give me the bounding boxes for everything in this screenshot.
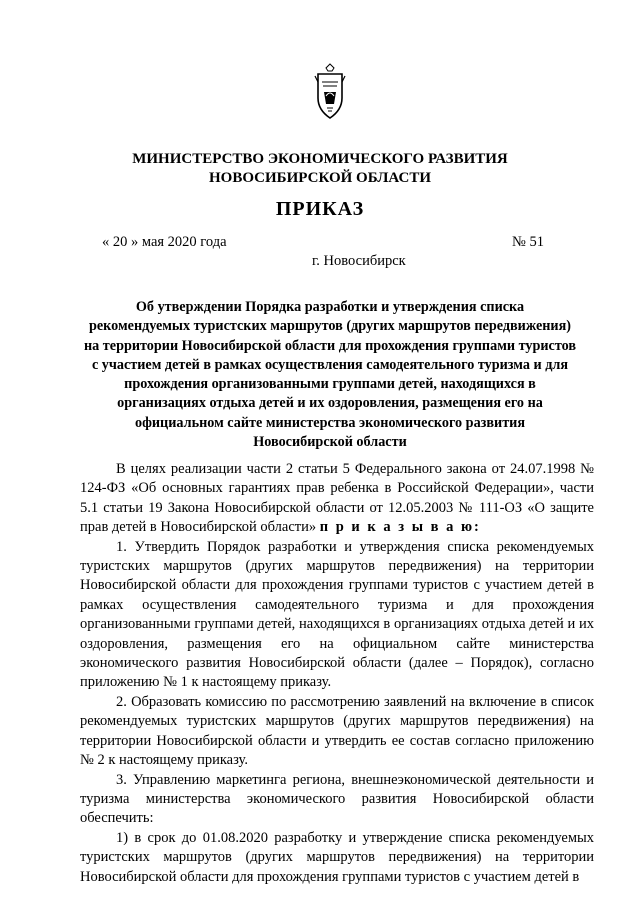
clause-3-item-1: 1) в срок до 01.08.2020 разработку и утверждение списка рекомендуемых туристских маршрутов (других маршрутов передвижения) на территории Новосибирской области для прохождения группами туристов с участием детей в	[80, 829, 594, 885]
subject-line: Новосибирской области	[253, 434, 407, 451]
ministry-name-line-1: МИНИСТЕРСТВО ЭКОНОМИЧЕСКОГО РАЗВИТИЯ	[132, 151, 508, 167]
order-directive-word: п р и к а з ы в а ю:	[319, 519, 481, 536]
ministry-name-line-2: НОВОСИБИРСКОЙ ОБЛАСТИ	[208, 170, 432, 186]
clause-3: 3. Управлению маркетинга региона, внешнеэкономической деятельности и туризма министерства экономического развития Новосибирской области обеспечить:	[80, 771, 594, 827]
clause-1: 1. Утвердить Порядок разработки и утверждения списка рекомендуемых туристских маршрутов (других маршрутов передвижения) на территории Новосибирской области для прохождения группами туристов с участием детей в рамках осуществления самодеятельного туризма и для прохождения организованными группами детей, находящихся в организациях отдыха детей и их оздоровления, размещения его на официальном сайте министерства экономического развития Новосибирской области (далее – Порядок), согласно приложению № 1 к настоящему приказу.	[80, 538, 594, 691]
order-subject	[80, 298, 580, 452]
subject-line: Об утверждении Порядка разработки и утверждения списка	[135, 299, 525, 315]
subject-line: рекомендуемых туристских маршрутов (других маршрутов передвижения)	[88, 318, 571, 335]
subject-line: организациях отдыха детей и их оздоровления, размещения его на	[117, 395, 543, 412]
order-number: № 51	[512, 234, 544, 250]
order-city: г. Новосибирск	[312, 253, 406, 269]
subject-line: прохождения организованными группами детей, находящихся в	[124, 376, 536, 393]
clause-2: 2. Образовать комиссию по рассмотрению заявлений на включение в список рекомендуемых туристских маршрутов (других маршрутов передвижения) на территории Новосибирской области и утвердить ее состав согласно приложению № 2 к настоящему приказу.	[80, 693, 594, 769]
document-type-title: ПРИКАЗ	[275, 198, 365, 220]
preamble-text: В целях реализации части 2 статьи 5 Федерального закона от 24.07.1998 № 124-ФЗ «Об основных гарантиях прав ребенка в Российской Федерации», части 5.1 статьи 19 Закона Новосибирской области от 12.05.2003 № 111-ОЗ «О защите прав детей в Новосибирской области»	[80, 461, 594, 536]
order-body	[80, 460, 594, 887]
subject-line: официальном сайте министерства экономического развития	[134, 414, 526, 431]
preamble-paragraph	[80, 460, 594, 538]
coat-of-arms-emblem	[312, 62, 348, 122]
order-date: « 20 » мая 2020 года	[102, 234, 227, 250]
subject-line: на территории Новосибирской области для прохождения группами туристов	[83, 337, 576, 354]
subject-line: с участием детей в рамках осуществления самодеятельного туризма и для	[91, 356, 569, 373]
